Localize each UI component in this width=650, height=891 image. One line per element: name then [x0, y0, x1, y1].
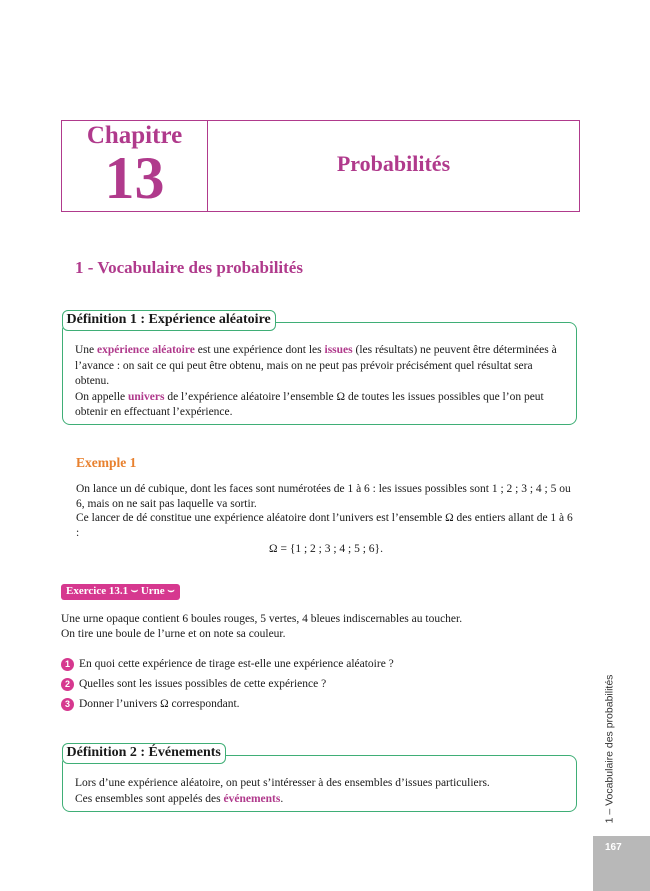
text-fragment: .: [280, 792, 284, 805]
keyword-experience-aleatoire: expérience aléatoire: [97, 344, 195, 356]
keyword-issues: issues: [324, 344, 353, 356]
chapter-header: [61, 120, 580, 212]
exercise-tag: Exercice 13.1 ⌣ Urne ⌣: [61, 584, 180, 600]
exercise-paragraph-2: On tire une boule de l’urne et on note sa couleur.: [61, 628, 286, 640]
question-list: [61, 654, 394, 714]
keyword-evenements: événements: [223, 792, 281, 805]
definition-2-paragraph-2: [75, 792, 564, 808]
definition-2-paragraph-1: Lors d’une expérience aléatoire, on peut s’intéresser à des ensembles d’issues particuliers.: [75, 777, 490, 789]
question-number-badge: 2: [61, 678, 74, 691]
text-fragment: de l’expérience aléatoire l’ensemble Ω de toutes les issues possibles que l’on peut obtenir en effectuant l’expérience.: [75, 390, 544, 418]
definition-1-paragraph-2: [75, 390, 564, 421]
exercise-statement: [61, 612, 581, 642]
section-title: 1 - Vocabulaire des probabilités: [75, 258, 303, 277]
question-text: Quelles sont les issues possibles de cette expérience ?: [79, 678, 327, 690]
example-1-paragraph-2: Ce lancer de dé constitue une expérience aléatoire dont l’univers est l’ensemble Ω des entiers allant de 1 à 6 :: [76, 512, 573, 539]
chapter-word: Chapitre: [86, 122, 183, 149]
question-number-badge: 3: [61, 698, 74, 711]
definition-2-box: [62, 745, 577, 812]
question-item: [61, 654, 394, 674]
side-running-header: [599, 670, 619, 828]
question-item: [61, 694, 394, 714]
definition-1-title: Définition 1 : Expérience aléatoire: [62, 310, 276, 331]
chapter-label-cell: [62, 121, 208, 211]
question-text: En quoi cette expérience de tirage est-elle une expérience aléatoire ?: [79, 658, 394, 670]
chapter-title: Probabilités: [336, 151, 451, 176]
text-fragment: Une: [75, 344, 98, 356]
definition-2-title: Définition 2 : Événements: [62, 743, 226, 764]
example-1-body: [76, 482, 576, 557]
text-fragment: Ces ensembles sont appelés des: [75, 792, 224, 805]
text-fragment: est une expérience dont les: [194, 344, 325, 356]
keyword-univers: univers: [128, 390, 165, 403]
example-1-paragraph-1: On lance un dé cubique, dont les faces sont numérotées de 1 à 6 : les issues possibles sont 1 ; 2 ; 3 ; 4 ; 5 ou 6, mais on ne sait pas laquelle va sortir.: [76, 483, 571, 510]
question-number-badge: 1: [61, 658, 74, 671]
question-item: [61, 674, 394, 694]
example-1-title: Exemple 1: [76, 455, 137, 470]
question-text: Donner l’univers Ω correspondant.: [79, 698, 240, 710]
exercise-paragraph-1: Une urne opaque contient 6 boules rouges, 5 vertes, 4 bleues indiscernables au toucher.: [61, 613, 463, 625]
example-1-formula: Ω = {1 ; 2 ; 3 ; 4 ; 5 ; 6}.: [269, 543, 383, 555]
definition-1-body: [63, 323, 576, 421]
page-number: 167: [605, 842, 622, 853]
definition-1-box: [62, 312, 577, 425]
text-fragment: (les résultats) ne peuvent être déterminées à l’avance : on sait ce qui peut être obtenu, mais on ne peut pas prévoir précisément quel résultat sera obtenu.: [75, 344, 557, 387]
definition-1-paragraph-1: [75, 343, 564, 390]
text-fragment: On appelle: [75, 390, 129, 403]
chapter-number: 13: [104, 145, 165, 211]
side-label: 1 – Vocabulaire des probabilités: [603, 674, 616, 824]
